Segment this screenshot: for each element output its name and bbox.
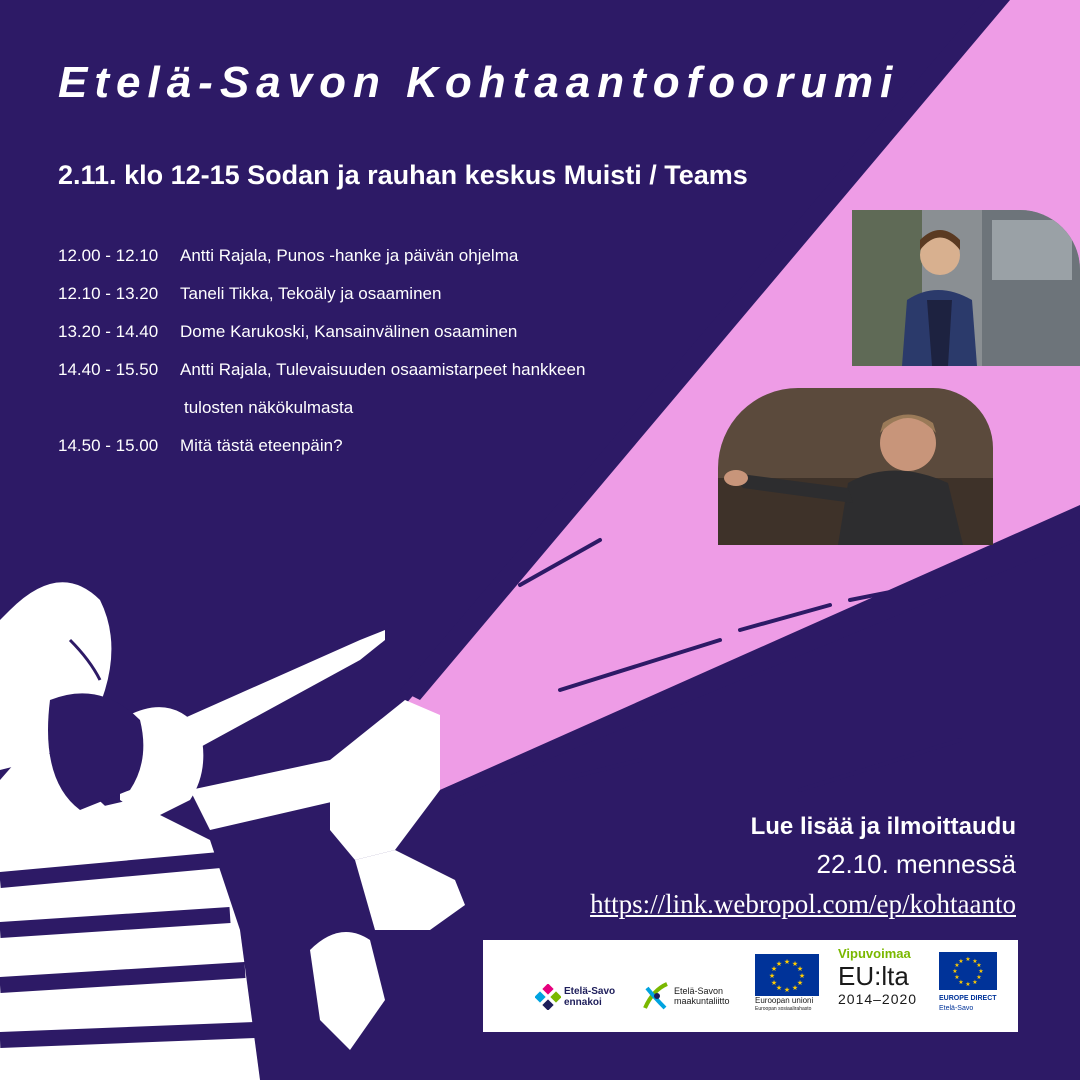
agenda-text: Taneli Tikka, Tekoäly ja osaaminen bbox=[180, 284, 442, 303]
maakuntaliitto-line2: maakuntaliitto bbox=[674, 996, 730, 1006]
agenda-time: 13.20 - 14.40 bbox=[58, 322, 159, 341]
europe-direct-line2: Etelä-Savo bbox=[939, 1005, 974, 1012]
ennakoi-icon bbox=[535, 984, 561, 1010]
eu-line1: Euroopan unioni bbox=[755, 996, 814, 1005]
agenda-text: Antti Rajala, Tulevaisuuden osaamistarpeet hankkeen bbox=[180, 360, 586, 379]
agenda-text: Mitä tästä eteenpäin? bbox=[180, 436, 343, 455]
agenda-time: 12.10 - 13.20 bbox=[58, 284, 159, 303]
agenda-item bbox=[58, 246, 585, 284]
maakuntaliitto-logo bbox=[641, 980, 730, 1012]
agenda-item bbox=[58, 360, 585, 398]
agenda-item bbox=[58, 322, 585, 360]
svg-text:★: ★ bbox=[770, 965, 778, 973]
svg-text:★: ★ bbox=[965, 956, 971, 963]
ennakoi-logo bbox=[535, 984, 615, 1010]
eu-logo bbox=[755, 954, 819, 1013]
svg-text:★: ★ bbox=[768, 972, 776, 980]
svg-text:★: ★ bbox=[783, 958, 791, 966]
svg-text:★: ★ bbox=[783, 986, 791, 994]
svg-text:★: ★ bbox=[954, 974, 960, 981]
cta-deadline: 22.10. mennessä bbox=[816, 849, 1016, 879]
event-date-location: 2.11. klo 12-15 Sodan ja rauhan keskus Muisti / Teams bbox=[58, 160, 748, 190]
svg-text:★: ★ bbox=[958, 958, 964, 965]
svg-text:★: ★ bbox=[972, 958, 978, 965]
agenda-time: 14.50 - 15.00 bbox=[58, 436, 159, 455]
agenda-item bbox=[58, 284, 585, 322]
agenda-text: Dome Karukoski, Kansainvälinen osaaminen bbox=[180, 322, 518, 341]
agenda-text-continuation: tulosten näkökulmasta bbox=[184, 398, 354, 417]
svg-text:★: ★ bbox=[796, 979, 804, 987]
registration-info bbox=[590, 810, 1016, 922]
vipuvoimaa-line2: EU:lta bbox=[838, 961, 909, 991]
speaker-photo-2 bbox=[718, 388, 993, 545]
eu-line2: Euroopan sosiaalirahasto bbox=[755, 1006, 812, 1012]
speaker-photo-1 bbox=[852, 210, 1080, 366]
vipuvoimaa-logo bbox=[838, 946, 930, 1008]
agenda-item-continuation bbox=[58, 398, 585, 436]
svg-text:★: ★ bbox=[952, 968, 958, 975]
svg-text:★: ★ bbox=[954, 962, 960, 969]
vipuvoimaa-line3: 2014–2020 bbox=[838, 991, 918, 1007]
agenda bbox=[58, 246, 585, 474]
maakuntaliitto-icon bbox=[641, 980, 671, 1012]
svg-text:★: ★ bbox=[791, 960, 799, 968]
vipuvoimaa-line1: Vipuvoimaa bbox=[838, 946, 911, 961]
svg-text:★: ★ bbox=[798, 972, 806, 980]
svg-text:★: ★ bbox=[796, 965, 804, 973]
svg-text:★: ★ bbox=[976, 974, 982, 981]
agenda-text: Antti Rajala, Punos -hanke ja päivän ohjelma bbox=[180, 246, 519, 265]
agenda-time: 12.00 - 12.10 bbox=[58, 246, 159, 265]
maakuntaliitto-line1: Etelä-Savon bbox=[674, 986, 724, 996]
agenda-item bbox=[58, 436, 585, 474]
europe-direct-flag-icon bbox=[939, 952, 997, 990]
svg-text:★: ★ bbox=[976, 962, 982, 969]
ennakoi-line2: ennakoi bbox=[564, 997, 602, 1008]
svg-text:★: ★ bbox=[791, 984, 799, 992]
svg-text:★: ★ bbox=[775, 984, 783, 992]
svg-text:★: ★ bbox=[770, 979, 778, 987]
europe-direct-logo bbox=[939, 952, 1009, 1013]
ennakoi-line1: Etelä-Savo bbox=[564, 986, 616, 997]
svg-text:★: ★ bbox=[775, 960, 783, 968]
registration-link[interactable]: https://link.webropol.com/ep/kohtaanto bbox=[590, 889, 1016, 919]
svg-text:★: ★ bbox=[958, 979, 964, 986]
agenda-time: 14.40 - 15.50 bbox=[58, 360, 159, 379]
svg-text:★: ★ bbox=[972, 979, 978, 986]
europe-direct-line1: EUROPE DIRECT bbox=[939, 995, 997, 1002]
svg-text:★: ★ bbox=[978, 968, 984, 975]
partner-logos bbox=[483, 940, 1018, 1032]
svg-text:★: ★ bbox=[965, 981, 971, 988]
event-title: Etelä-Savon Kohtaantofoorumi bbox=[58, 58, 900, 107]
eu-flag-icon bbox=[755, 954, 819, 996]
cta-heading: Lue lisää ja ilmoittaudu bbox=[750, 813, 1016, 840]
